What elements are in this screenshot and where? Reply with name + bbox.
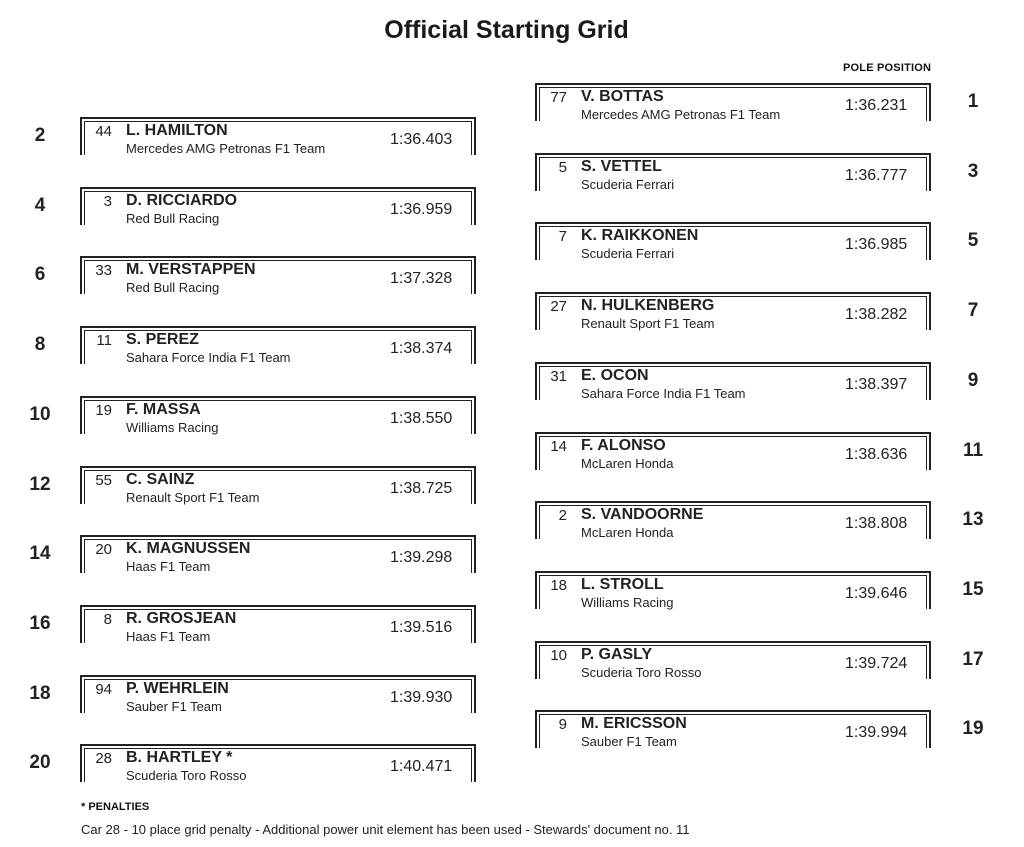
grid-position: 2 [34, 125, 46, 146]
grid-position: 4 [34, 195, 46, 216]
car-number: 27 [550, 298, 567, 315]
driver-name: L. HAMILTON [126, 122, 228, 139]
grid-position: 9 [967, 370, 979, 391]
lap-time: 1:36.777 [845, 167, 908, 184]
lap-time: 1:37.328 [390, 270, 453, 287]
team-name: Scuderia Toro Rosso [126, 768, 247, 783]
car-number: 8 [103, 611, 112, 628]
car-number: 94 [95, 681, 112, 698]
lap-time: 1:36.231 [845, 97, 908, 114]
lap-time: 1:40.471 [390, 758, 453, 775]
grid-position: 1 [967, 91, 979, 112]
grid-slot [535, 362, 931, 400]
driver-name: F. ALONSO [581, 437, 666, 454]
team-name: Williams Racing [126, 420, 219, 435]
lap-time: 1:39.930 [390, 689, 453, 706]
grid-position: 12 [29, 474, 51, 495]
grid-slot [535, 292, 931, 330]
car-number: 33 [95, 262, 112, 279]
driver-name: R. GROSJEAN [126, 610, 237, 627]
car-number: 2 [558, 507, 567, 524]
team-name: Sauber F1 Team [581, 734, 677, 749]
lap-time: 1:36.985 [845, 236, 908, 253]
grid-slot [535, 83, 931, 121]
lap-time: 1:36.403 [390, 131, 453, 148]
driver-name: S. VETTEL [581, 158, 662, 175]
driver-name: C. SAINZ [126, 471, 195, 488]
lap-time: 1:38.550 [390, 410, 453, 427]
grid-slot [80, 326, 476, 364]
car-number: 55 [95, 472, 112, 489]
driver-name: P. WEHRLEIN [126, 680, 229, 697]
car-number: 77 [550, 89, 567, 106]
grid-slot [80, 605, 476, 643]
penalties-heading: * PENALTIES [81, 801, 150, 813]
penalties-note: Car 28 - 10 place grid penalty - Additional power unit element has been used - Stewards' document no. 11 [81, 822, 690, 837]
car-number: 10 [550, 647, 567, 664]
grid-slot [535, 710, 931, 748]
grid-slot [80, 744, 476, 782]
lap-time: 1:38.282 [845, 306, 908, 323]
grid-slot [535, 432, 931, 470]
team-name: McLaren Honda [581, 525, 674, 540]
car-number: 18 [550, 577, 567, 594]
driver-name: M. ERICSSON [581, 715, 687, 732]
driver-name: S. PEREZ [126, 331, 199, 348]
grid-position: 3 [967, 161, 979, 182]
team-name: Haas F1 Team [126, 629, 211, 644]
lap-time: 1:38.397 [845, 376, 908, 393]
grid-slot [535, 153, 931, 191]
driver-name: D. RICCIARDO [126, 192, 238, 209]
grid-position: 8 [34, 334, 46, 355]
team-name: Sahara Force India F1 Team [581, 386, 746, 401]
team-name: Sahara Force India F1 Team [126, 350, 291, 365]
grid-position: 5 [967, 230, 979, 251]
driver-name: V. BOTTAS [581, 88, 664, 105]
lap-time: 1:38.808 [845, 515, 908, 532]
driver-name: L. STROLL [581, 576, 664, 593]
car-number: 9 [558, 716, 567, 733]
page-title: Official Starting Grid [384, 16, 629, 44]
lap-time: 1:38.725 [390, 480, 453, 497]
team-name: Mercedes AMG Petronas F1 Team [126, 141, 326, 156]
driver-name: E. OCON [581, 367, 649, 384]
car-number: 28 [95, 750, 112, 767]
team-name: Red Bull Racing [126, 211, 220, 226]
team-name: Sauber F1 Team [126, 699, 222, 714]
lap-time: 1:39.298 [390, 549, 453, 566]
grid-slot [535, 641, 931, 679]
car-number: 5 [558, 159, 567, 176]
pole-position-label: POLE POSITION [843, 62, 932, 74]
grid-position: 18 [29, 683, 51, 704]
grid-position: 16 [29, 613, 51, 634]
driver-name: K. RAIKKONEN [581, 227, 699, 244]
car-number: 7 [558, 228, 567, 245]
grid-position: 14 [29, 543, 51, 564]
grid-slot [535, 501, 931, 539]
grid-slot [80, 675, 476, 713]
team-name: Red Bull Racing [126, 280, 220, 295]
car-number: 11 [96, 332, 112, 349]
car-number: 31 [550, 368, 567, 385]
team-name: Haas F1 Team [126, 559, 211, 574]
team-name: Scuderia Toro Rosso [581, 665, 702, 680]
car-number: 20 [95, 541, 112, 558]
grid-position: 7 [967, 300, 979, 321]
grid-position: 13 [962, 509, 984, 530]
team-name: Scuderia Ferrari [581, 177, 675, 192]
grid-position: 17 [962, 649, 984, 670]
grid-position: 6 [34, 264, 46, 285]
driver-name: S. VANDOORNE [581, 506, 704, 523]
team-name: Mercedes AMG Petronas F1 Team [581, 107, 781, 122]
grid-position: 11 [962, 440, 984, 461]
driver-name: F. MASSA [126, 401, 201, 418]
car-number: 14 [550, 438, 567, 455]
lap-time: 1:39.646 [845, 585, 908, 602]
team-name: Renault Sport F1 Team [581, 316, 715, 331]
grid-slot [535, 222, 931, 260]
car-number: 19 [95, 402, 112, 419]
lap-time: 1:39.994 [845, 724, 908, 741]
grid-slot [80, 466, 476, 504]
grid-position: 20 [29, 752, 51, 773]
lap-time: 1:38.636 [845, 446, 908, 463]
grid-position: 19 [962, 718, 984, 739]
lap-time: 1:39.724 [845, 655, 908, 672]
driver-name: N. HULKENBERG [581, 297, 715, 314]
grid-slot [80, 396, 476, 434]
lap-time: 1:36.959 [390, 201, 453, 218]
driver-name: M. VERSTAPPEN [126, 261, 256, 278]
grid-position: 15 [962, 579, 984, 600]
grid-slot [80, 256, 476, 294]
team-name: Scuderia Ferrari [581, 246, 675, 261]
driver-name: K. MAGNUSSEN [126, 540, 251, 557]
lap-time: 1:39.516 [390, 619, 453, 636]
team-name: Williams Racing [581, 595, 674, 610]
car-number: 3 [103, 193, 112, 210]
driver-name: P. GASLY [581, 646, 653, 663]
grid-slot [80, 187, 476, 225]
grid-position: 10 [29, 404, 51, 425]
grid-slot [80, 117, 476, 155]
grid-slot [80, 535, 476, 573]
driver-name: B. HARTLEY * [126, 749, 233, 766]
lap-time: 1:38.374 [390, 340, 453, 357]
car-number: 44 [95, 123, 112, 140]
grid-slot [535, 571, 931, 609]
team-name: Renault Sport F1 Team [126, 490, 260, 505]
team-name: McLaren Honda [581, 456, 674, 471]
